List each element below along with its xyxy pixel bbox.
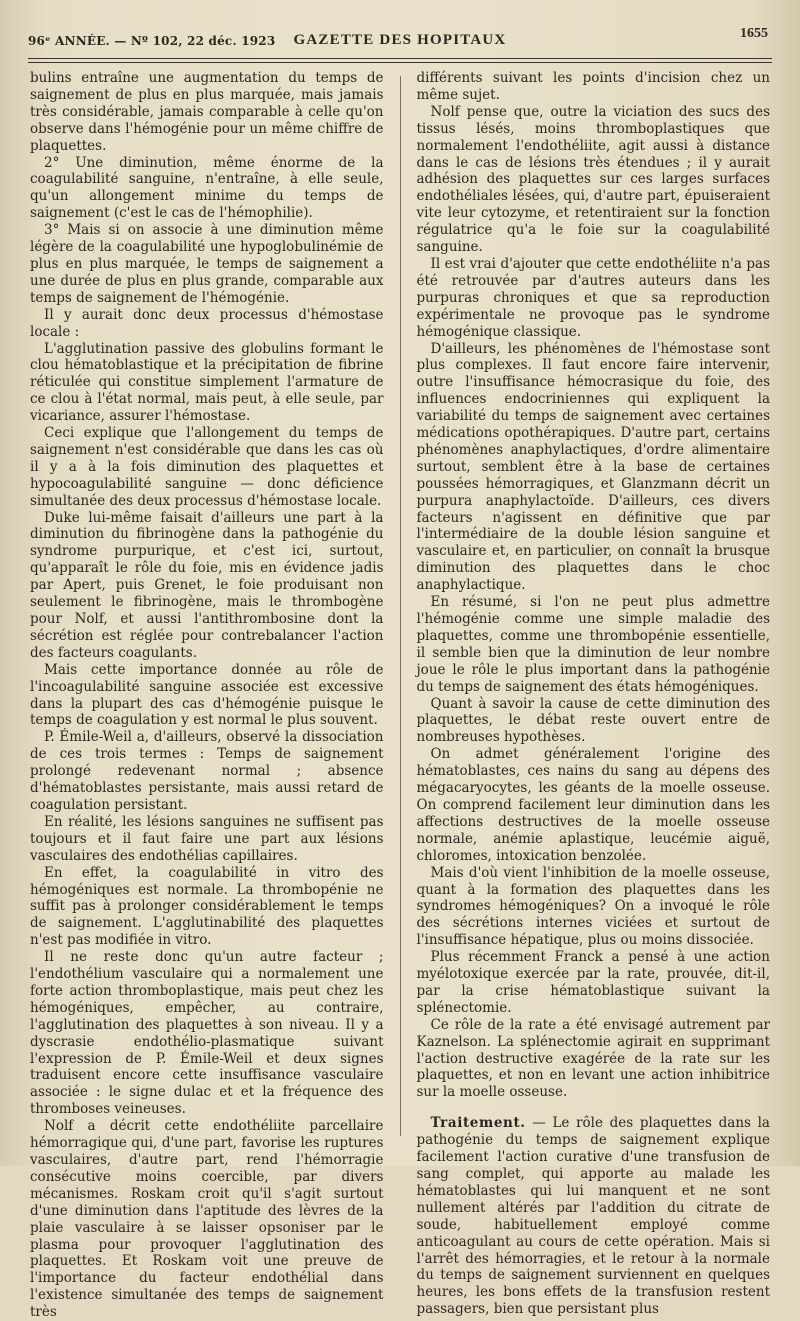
article-columns [30, 70, 770, 1321]
section-text: — Le rôle des plaquettes dans la pathogénie du temps de saignement explique facilement l'action curative d'une transfusion de sang complet, qui apporte au malade les hématoblastes qui lui manquent et ne sont nullement altérés par l'addition du citrate de soude, habituellement employé comme anticoagulant au cours de cette opération. Mais si l'arrêt des hémorragies, et le retour à la normale du temps de saignement surviennent en quelques heures, les bons effets de la transfusion restent passagers, bien que persistant plus [416, 1115, 770, 1318]
paragraph: Il est vrai d'ajouter que cette endothéliite n'a pas été retrouvée par d'autres auteurs dans les purpuras chroniques et que sa reproduction expérimentale ne provoque pas le syndrome hémogénique classique. [416, 255, 770, 340]
right-column [416, 70, 771, 1318]
paragraph: L'agglutination passive des globulins formant le clou hématoblastique et la précipitation de fibrine réticulée qui constitue simplement l'armature de ce clou à l'état normal, mais peut, à elle seule, par vicariance, assurer l'hémostase. [30, 340, 384, 425]
header-rule-bottom [28, 62, 772, 63]
paragraph: On admet généralement l'origine des hématoblastes, ces nains du sang au dépens des mégacaryocytes, les géants de la moelle osseuse. On comprend facilement leur diminution dans les affections destructives de la moelle osseuse normale, anémie aplastique, leucémie aiguë, chloromes, intoxication benzolée. [416, 746, 770, 864]
paragraph: Ce rôle de la rate a été envisagé autrement par Kaznelson. La splénectomie agirait en supprimant l'action destructive exagérée de la rate sur les plaquettes, et non en levant une action inhibitrice sur la moelle osseuse. [416, 1016, 770, 1101]
paragraph: 3° Mais si on associe à une diminution même légère de la coagulabilité une hypoglobulinémie de plus en plus marquée, le temps de saignement a une durée de plus en plus grande, comparable aux temps de saignement de l'hémogénie. [30, 222, 384, 306]
paragraph: En résumé, si l'on ne peut plus admettre l'hémogénie comme une simple maladie des plaquettes, comme une thrombopénie essentielle, il semble bien que la diminution de leur nombre joue le rôle le plus important dans la pathogénie du temps de saignement des états hémogéniques. [416, 594, 770, 695]
section-spacer [417, 1101, 771, 1115]
paragraph: Ceci explique que l'allongement du temps de saignement n'est considérable que dans les cas où il y a à la fois diminution des plaquettes et hypocoagulabilité sanguine — donc déficience simultanée des deux processus d'hémostase locale. [30, 425, 384, 509]
paragraph: Mais cette importance donnée au rôle de l'incoagulabilité sanguine associée est excessive dans la plupart des cas d'hémogénie puisque le temps de coagulation y est normal le plus souvent. [30, 661, 384, 729]
paragraph: Duke lui-même faisait d'ailleurs une part à la diminution du fibrinogène dans la pathogénie du syndrome purpurique, et c'est ici, surtout, qu'apparaît le rôle du foie, mis en évidence jadis par Apert, puis Grenet, le foie produisant non seulement le fibrinogène, mais le thrombogène pour Nolf, et aussi l'antithrombosine dont la sécrétion est réglée pour contrebalancer l'action des facteurs coagulants. [30, 509, 384, 661]
section-heading: Traitement. [430, 1115, 526, 1132]
left-column [30, 70, 384, 1321]
paragraph: différents suivant les points d'incision chez un même sujet. [416, 70, 770, 103]
header-rule-top [28, 58, 772, 59]
paragraph: Nolf a décrit cette endothéliite parcellaire hémorragique qui, d'une part, favorise les ruptures vasculaires, d'autre part, rend l'hémorragie consécutive moins coercible, par divers mécanismes. Roskam croit qu'il s'agit surtout d'une diminution dans l'aptitude des lèvres de la plaie vasculaire à se laisser opsoniser par le plasma pour provoquer l'agglutination des plaquettes. Et Roskam voit une preuve de l'importance du facteur endothélial dans l'existence simultanée des temps de saignement très [30, 1118, 384, 1321]
paragraph: 2° Une diminution, même énorme de la coagulabilité sanguine, n'entraîne, à elle seule, qu'un allongement minime du temps de saignement (c'est le cas de l'hémophilie). [30, 154, 384, 222]
paragraph: P. Émile-Weil a, d'ailleurs, observé la dissociation de ces trois termes : Temps de saignement prolongé redevenant normal ; absence d'hématoblastes persistante, mais aussi retard de coagulation persistant. [30, 729, 384, 813]
paragraph: Plus récemment Franck a pensé à une action myélotoxique exercée par la rate, prouvée, dit-il, par la crise hématoblastique suivant la splénectomie. [416, 949, 770, 1016]
paragraph: Il ne reste donc qu'un autre facteur ; l'endothélium vasculaire qui a normalement une forte action thromboplastique, mais peut chez les hémogéniques, empêcher, au contraire, l'agglutination des plaquettes à son niveau. Il y a dyscrasie endothélio-plasmatique suivant l'expression de P. Émile-Weil et deux signes traduisent encore cette insuffisance vasculaire associée : le signe dulac et et la fréquence des thromboses veineuses. [30, 949, 384, 1118]
paragraph: Mais d'où vient l'inhibition de la moelle osseuse, quant à la formation des plaquettes dans les syndromes hémogéniques? On a invoqué le rôle des sécrétions internes viciées et surtout de l'insuffisance hépatique, plus ou moins dissociée. [416, 864, 770, 949]
paragraph: Nolf pense que, outre la viciation des sucs des tissus lésés, moins thromboplastiques que normalement l'endothéliite, agit aussi à distance dans le cas de lésions très étendues ; il y aurait adhésion des plaquettes sur ces larges surfaces endothéliales lésées, qui, d'autre part, épuiseraient vite leur cytozyme, et retentiraient sur la fonction régulatrice qu'a le foie sur la coagulabilité sanguine. [416, 103, 770, 256]
paragraph: bulins entraîne une augmentation du temps de saignement de plus en plus marquée, mais jamais très considérable, jamais comparable à celle qu'on observe dans l'hémogénie pour un même chiffre de plaquettes. [30, 70, 384, 154]
column-divider [400, 76, 401, 1136]
page-number: 1655 [740, 26, 768, 41]
treatment-paragraph [417, 1115, 771, 1318]
journal-title: GAZETTE DES HOPITAUX [293, 32, 507, 48]
page-header [28, 26, 772, 56]
paragraph: Il y aurait donc deux processus d'hémostase locale : [30, 306, 384, 340]
issue-info: 96ᵉ ANNÉE. — Nº 102, 22 déc. 1923 [28, 34, 276, 48]
paragraph: En réalité, les lésions sanguines ne suffisent pas toujours et il faut faire une part aux lésions vasculaires des endothélias capillaires. [30, 813, 384, 864]
paragraph: Quant à savoir la cause de cette diminution des plaquettes, le débat reste ouvert entre de nombreuses hypothèses. [416, 695, 770, 746]
paragraph: D'ailleurs, les phénomènes de l'hémostase sont plus complexes. Il faut encore faire intervenir, outre l'insuffisance hémocrasique du foie, des influences endocriniennes qui expliquent la variabilité du temps de saignement avec certaines médications opothérapiques. D'autre part, certains phénomènes anaphylactiques, d'ordre alimentaire surtout, semblent être à la base de certaines poussées hémorragiques, et Glanzmann décrit un purpura anaphylactoïde. D'ailleurs, ces divers facteurs n'agissent en définitive que par l'intermédiaire de la double lésion sanguine et vasculaire et, en particulier, on connaît la brusque diminution des plaquettes dans le choc anaphylactique. [416, 340, 770, 594]
paragraph: En effet, la coagulabilité in vitro des hémogéniques est normale. La thrombopénie ne suffit pas à prolonger considérablement le temps de saignement. L'agglutinabilité des plaquettes n'est pas modifiée in vitro. [30, 864, 384, 949]
